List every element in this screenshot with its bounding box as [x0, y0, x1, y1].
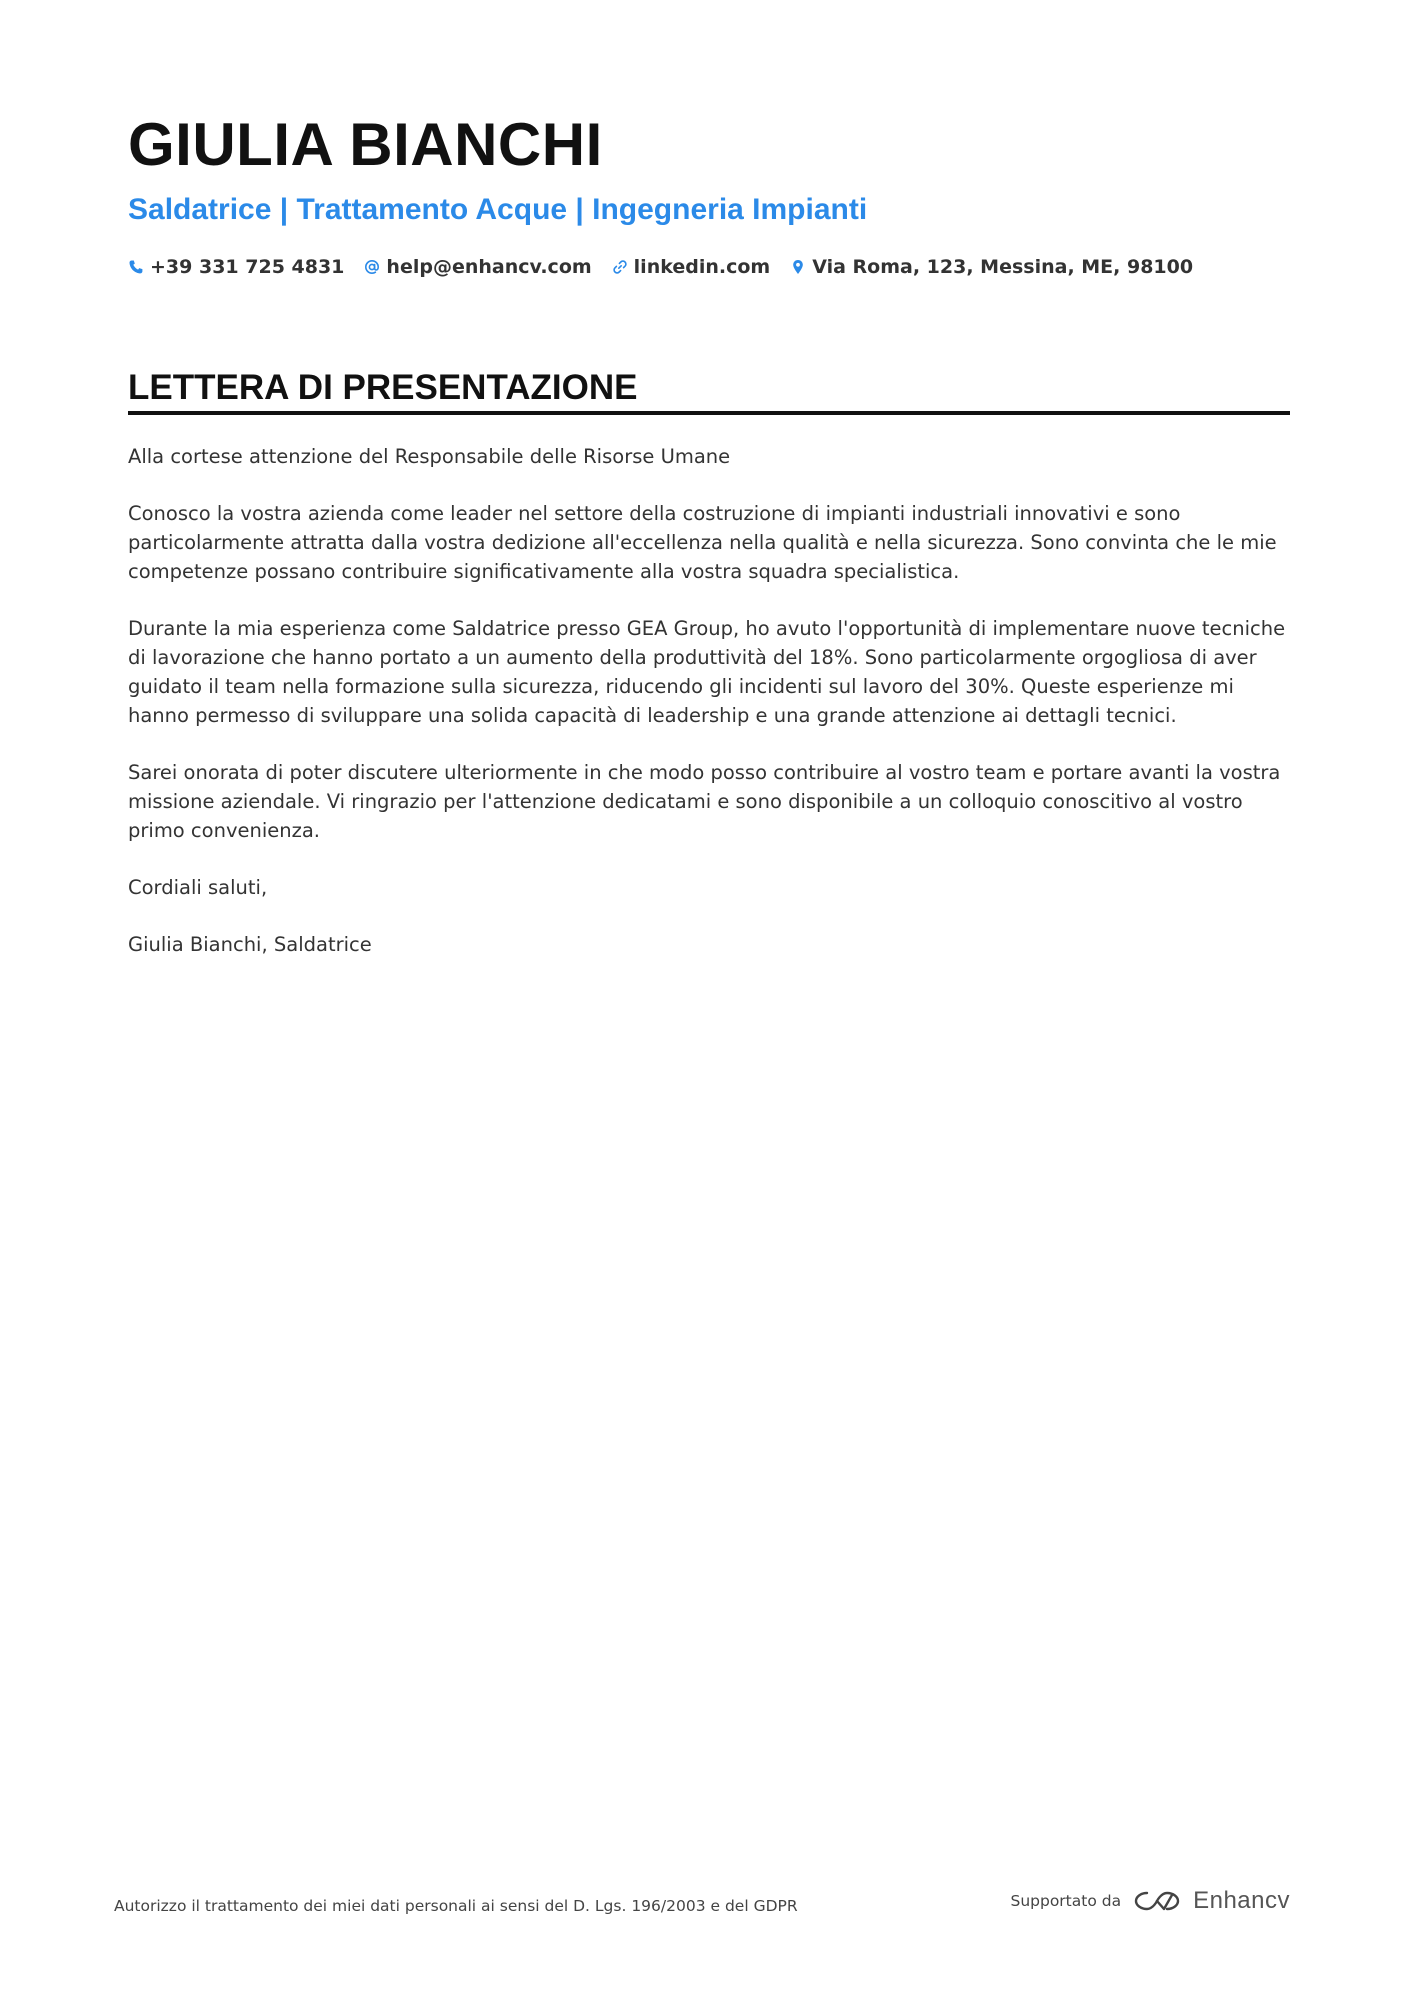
brand-name: Enhancv	[1193, 1887, 1290, 1914]
contact-bar	[128, 254, 1193, 280]
contact-address	[790, 254, 1193, 280]
phone-number: +39 331 725 4831	[150, 256, 345, 278]
contact-email[interactable]	[364, 254, 591, 280]
letter-signature: Giulia Bianchi, Saldatrice	[128, 933, 372, 956]
letter-paragraph-3: Sarei onorata di poter discutere ulteriormente in che modo posso contribuire al vostro team e portare avanti la vostra missione aziendale. Vi ringrazio per l'attenzione dedicatami e sono disponibile a un colloquio conoscitivo al vostro primo convenienza.	[128, 761, 1281, 842]
enhancv-logo-icon	[1133, 1887, 1181, 1915]
candidate-headline: Saldatrice | Trattamento Acque | Ingegneria Impianti	[128, 193, 868, 226]
section-divider	[128, 411, 1290, 415]
section-title: LETTERA DI PRESENTAZIONE	[128, 368, 638, 407]
letter-paragraph-2: Durante la mia esperienza come Saldatrice presso GEA Group, ho avuto l'opportunità di implementare nuove tecniche di lavorazione che hanno portato a un aumento della produttività del 18%. Sono particolarmente orgogliosa di aver guidato il team nella formazione sulla sicurezza, riducendo gli incidenti sul lavoro del 30%. Queste esperienze mi hanno permesso di sviluppare una solida capacità di leadership e una grande attenzione ai dettagli tecnici.	[128, 617, 1286, 727]
candidate-name: GIULIA BIANCHI	[128, 111, 603, 178]
letter-body	[128, 442, 1290, 987]
letter-paragraph-1: Conosco la vostra azienda come leader nel settore della costruzione di impianti industriali innovativi e sono particolarmente attratta dalla vostra dedizione all'eccellenza nella qualità e nella sicurezza. Sono convinta che le mie competenze possano contribuire significativamente alla vostra squadra specialistica.	[128, 502, 1277, 583]
letter-closing: Cordiali saluti,	[128, 876, 268, 899]
letter-salutation: Alla cortese attenzione del Responsabile delle Risorse Umane	[128, 445, 731, 468]
powered-by[interactable]	[1010, 1887, 1290, 1915]
contact-website[interactable]	[612, 254, 771, 280]
phone-icon	[128, 259, 144, 275]
link-icon	[612, 259, 628, 275]
address-text: Via Roma, 123, Messina, ME, 98100	[812, 256, 1194, 278]
privacy-consent: Autorizzo il trattamento dei miei dati personali ai sensi del D. Lgs. 196/2003 e del GDPR	[114, 1897, 798, 1915]
at-icon	[364, 259, 380, 275]
contact-phone	[128, 254, 344, 280]
powered-by-label: Supportato da	[1010, 1892, 1122, 1910]
location-pin-icon	[790, 259, 806, 275]
website-link[interactable]: linkedin.com	[633, 256, 771, 278]
email-link[interactable]: help@enhancv.com	[386, 256, 592, 278]
